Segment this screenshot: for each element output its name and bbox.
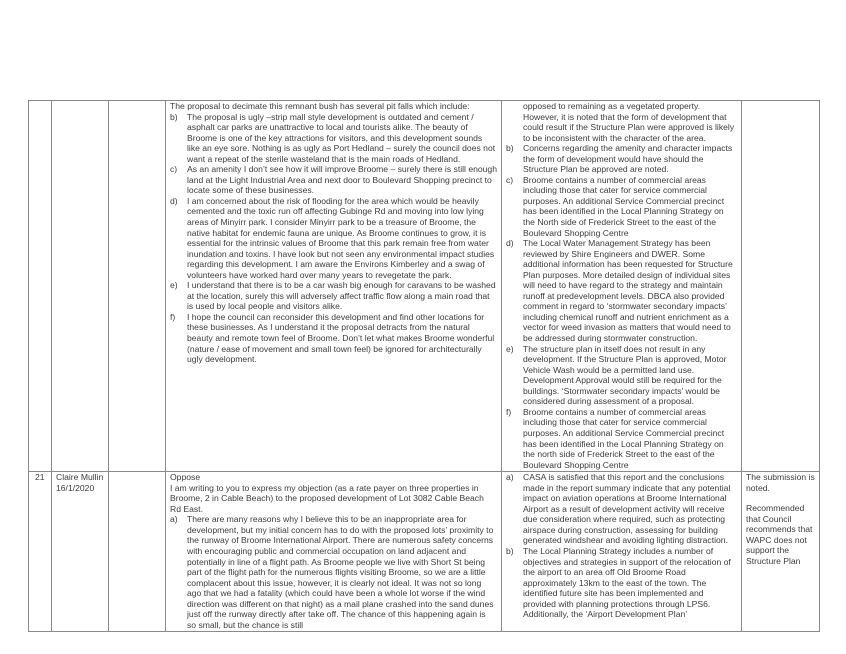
list-text: As an amenity I don’t see how it will improve Broome – surely there is still enough land at the Light Industrial Area and next door to Boulevard Shopping precinct to locate some of these businesses. <box>187 164 497 196</box>
list-text: The structure plan in itself does not result in any development. If the Structure Plan is approved, Motor Vehicle Wash would be a permitted land use. Development Approval would still be required for the buildings. ‘Stormwater secondary impacts’ would be considered during assessment of a proposal. <box>523 343 727 407</box>
list-marker: b) <box>170 111 178 122</box>
list-marker: f) <box>506 406 512 417</box>
list-text: The Local Water Management Strategy has been reviewed by Shire Engineers and DWER. Some additional information has been requested for Structure Plan purposes. More detailed design of individual sites will need to have regard to the strategy and maintain runoff at predevelopment levels. DBCA also provided comment in regard to ‘stormwater secondary impacts’ including chemical runoff and nutrient enrichment as a vector for weed invasion as matters that would need to be addressed during stormwater construction. <box>523 238 733 344</box>
list-text: Concerns regarding the amenity and character impacts the form of development would have should the Structure Plan be approved are noted. <box>523 143 733 175</box>
list-marker: a) <box>506 472 514 483</box>
submission-stance: Oppose <box>170 472 201 483</box>
list-marker: a) <box>170 514 178 525</box>
submission-points <box>170 514 497 630</box>
list-marker: e) <box>506 343 514 354</box>
recommendation-text: Recommended that Council recommends that WAPC does not support the Structure Plan <box>746 503 813 566</box>
submission-date: 16/1/2020 <box>56 482 95 493</box>
list-text: Broome contains a number of commercial areas including those that cater for service commercial purposes. An additional Service Commercial precinct has been identified in the Local Planning Strategy on the north side of Frederick Street to the east of the Boulevard Shopping Centre <box>523 406 725 470</box>
list-marker: d) <box>170 195 178 206</box>
list-item <box>170 514 497 630</box>
list-text: Broome contains a number of commercial areas including those that cater for service commercial purposes. An additional Service Commercial precinct has been identified in the Local Planning Strategy on the North side of Frederick Street to the east of the Boulevard Shopping Centre <box>523 174 725 238</box>
list-item <box>506 143 737 175</box>
list-marker: e) <box>170 280 178 291</box>
recommendation-cell <box>742 472 820 632</box>
list-text: CASA is satisfied that this report and the conclusions made in the report summary indicate that any potential impact on aviation operations at Broome International Airport as a result of development activity will receive due consideration where required, such as protecting airspace during construction, assessing for building generated windshear and avoiding lighting distraction. <box>523 472 731 546</box>
response-cell <box>502 472 742 632</box>
list-item <box>506 238 737 343</box>
response-points <box>506 143 737 470</box>
list-item <box>170 196 497 280</box>
list-marker: c) <box>170 164 178 175</box>
recommendation-noted: The submission is noted. <box>746 472 815 493</box>
list-marker: f) <box>170 311 176 322</box>
response-points <box>506 472 737 620</box>
submission-number: 21 <box>29 472 52 632</box>
list-item <box>170 112 497 165</box>
list-item <box>170 280 497 312</box>
list-text: I understand that there is to be a car wash big enough for caravans to be washed at the location, surely this will adversely affect traffic flow along a main road that is used by local people and visitors alike. <box>187 280 496 312</box>
response-cell <box>502 101 742 472</box>
list-text: I am concerned about the risk of flooding for the area which would be heavily cemented and the toxic run off affecting Gubinge Rd and moving into low lying areas of Minyirr park. I consider Minyirr park to be a treasure of Broome, the native habitat for endemic fauna are unique. As Broome continues to grow, it is essential for the intrinsic values of Broome that this park remain free from water inundation and toxins. I have look but not seen any environmental impact studies regarding this development. I am aware the Environs Kimberley and a swag of volunteers have worked hard over many years to revegetate the park. <box>187 195 495 280</box>
blank-cell <box>109 101 166 472</box>
list-item <box>506 175 737 238</box>
list-text: I hope the council can reconsider this development and find other locations for these businesses. As I understand it the proposal detracts from the natural beauty and remote town feel of Broome. Don’t let what makes Broome wonderful (nature / ease of movement and small town feel) be ignored for architecturally ugly development. <box>187 311 495 365</box>
list-text: The proposal is ugly –strip mall style development is outdated and cement / asphalt car parks are unattractive to local and tourists alike. The beauty of Broome is one of the key attractions for visitors, and this development sounds like an eye sore. Nothing is as ugly as Port Hedland – surely the council does not want a repeat of the sterile wasteland that is the main roads of Hedland. <box>187 111 496 164</box>
list-item <box>170 312 497 365</box>
list-item <box>506 546 737 620</box>
table-row <box>29 472 820 632</box>
list-marker: d) <box>506 238 514 249</box>
list-marker: b) <box>506 545 514 556</box>
list-item <box>506 472 737 546</box>
submission-number <box>29 101 52 472</box>
submission-cell <box>166 101 502 472</box>
list-item <box>506 344 737 407</box>
list-marker: b) <box>506 143 514 154</box>
list-marker: c) <box>506 174 514 185</box>
submitter-cell <box>52 101 109 472</box>
blank-cell <box>109 472 166 632</box>
submitter-cell <box>52 472 109 632</box>
submission-points <box>170 112 497 365</box>
response-intro: opposed to remaining as a vegetated property. However, it is noted that the form of development that could result if the Structure Plan were approved is likely to be inconsistent with the character of the area. <box>523 101 735 143</box>
list-item <box>506 407 737 470</box>
submission-cell <box>166 472 502 632</box>
submission-intro: The proposal to decimate this remnant bush has several pit falls which include: <box>170 101 470 111</box>
recommendation-cell <box>742 101 820 472</box>
submissions-table <box>28 100 820 632</box>
table-row <box>29 101 820 472</box>
submission-intro: I am writing to you to express my objection (as a rate payer on three properties in Broome, 2 in Cable Beach) to the proposed development of Lot 3082 Cable Beach Rd East. <box>170 482 484 514</box>
list-item <box>170 164 497 196</box>
list-text: There are many reasons why I believe this to be an inappropriate area for development, but my initial concern has to do with the proposed lots’ proximity to the runway of Broome International Airport. There are numerous safety concerns with encouraging public and commercial occupation on land adjacent and potentially in line of a flight path. As Broome people we live with Short St being part of the flight path for the numerous flights visiting Broome, so we are a little complacent about this issue, however, it is clearly not ideal. It was not so long ago that we had a fatality (which could have been a whole lot worse if the wind direction was different on that night) as a mail plane crashed into the sand dunes just off the runway directly after take off. The chance of this happening again is so small, but the chance is still <box>187 514 494 630</box>
list-text: The Local Planning Strategy includes a number of objectives and strategies in support of the relocation of the airport to an area off Old Broome Road approximately 13km to the east of the town. The identified future site has been implemented and provided with planning protections through LPS6. Additionally, the ‘Airport Development Plan’ <box>523 545 731 620</box>
submitter-name: Claire Mullin <box>56 472 104 483</box>
